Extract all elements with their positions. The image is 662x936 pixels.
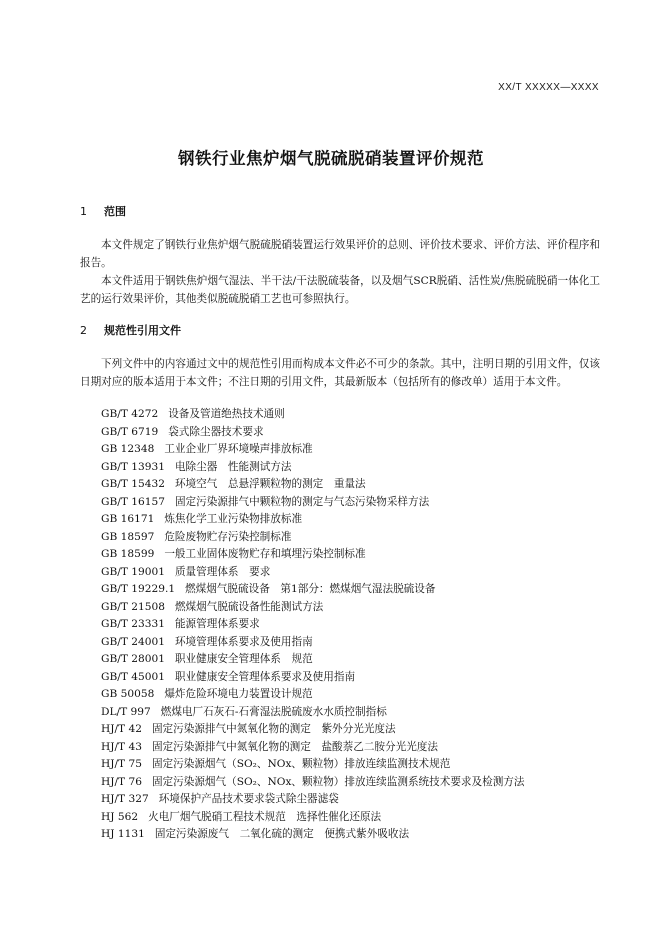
- reference-item: [101, 774, 601, 792]
- reference-code: GB/T 4272: [101, 408, 159, 420]
- reference-code: GB 50058: [101, 688, 155, 700]
- reference-item: [101, 459, 601, 477]
- section-1-heading: [80, 203, 126, 219]
- reference-title: 固定污染源烟气（SO₂、NOx、颗粒物）排放连续监测系统技术要求及检测方法: [151, 775, 525, 788]
- reference-item: [101, 616, 601, 634]
- reference-title: 袋式除尘器技术要求: [168, 425, 264, 438]
- reference-code: GB/T 6719: [101, 425, 159, 438]
- reference-code: GB/T 16157: [101, 495, 165, 508]
- reference-item: [101, 581, 601, 599]
- reference-title: 固定污染源废气 二氧化硫的测定 便携式紫外吸收法: [154, 828, 410, 840]
- section-2-paragraph-1: 下列文件中的内容通过文中的规范性引用而构成本文件必不可少的条款。其中，注明日期的引用文件，仅该日期对应的版本适用于本文件；不注日期的引用文件，其最新版本（包括所有的修改单）适用于本文件。: [80, 358, 600, 388]
- reference-item: [101, 791, 601, 809]
- reference-item: [101, 721, 601, 739]
- reference-item: [101, 686, 601, 704]
- section-2-heading: [80, 322, 181, 338]
- reference-title: 环境空气 总悬浮颗粒物的测定 重量法: [174, 478, 366, 490]
- reference-title: 固定污染源排气中氮氧化物的测定 盐酸萘乙二胺分光光度法: [151, 740, 438, 753]
- reference-title: 火电厂烟气脱硝工程技术规范 选择性催化还原法: [148, 810, 382, 823]
- reference-title: 一般工业固体废物贮存和填埋污染控制标准: [164, 548, 366, 560]
- reference-item: [101, 669, 601, 687]
- reference-item: [101, 529, 601, 547]
- reference-code: GB/T 19001: [101, 565, 165, 578]
- section-number: 1: [80, 205, 87, 218]
- reference-code: GB 18597: [101, 530, 155, 543]
- reference-code: GB/T 24001: [101, 635, 165, 648]
- section-title: 规范性引用文件: [104, 324, 181, 337]
- reference-title: 燃煤烟气脱硫设备 第1部分：燃煤烟气湿法脱硫设备: [185, 583, 436, 595]
- reference-title: 职业健康安全管理体系 规范: [174, 653, 313, 665]
- reference-title: 环境管理体系要求及使用指南: [174, 635, 313, 648]
- reference-title: 燃煤电厂石灰石-石膏湿法脱硫废水水质控制指标: [160, 705, 387, 718]
- reference-code: HJ 1131: [101, 828, 145, 840]
- reference-code: GB/T 45001: [101, 670, 165, 683]
- reference-title: 固定污染源排气中颗粒物的测定与气态污染物采样方法: [174, 495, 430, 508]
- reference-item: [101, 599, 601, 617]
- reference-title: 质量管理体系 要求: [174, 565, 271, 578]
- reference-code: GB 12348: [101, 443, 155, 455]
- reference-title: 燃煤烟气脱硫设备性能测试方法: [174, 600, 324, 613]
- reference-item: [101, 739, 601, 757]
- reference-code: HJ/T 43: [101, 740, 142, 753]
- reference-title: 危险废物贮存污染控制标准: [164, 530, 292, 543]
- reference-item: [101, 756, 601, 774]
- reference-code: HJ/T 75: [101, 758, 142, 770]
- reference-code: DL/T 997: [101, 705, 151, 718]
- reference-code: GB 18599: [101, 548, 155, 560]
- reference-title: 固定污染源烟气（SO₂、NOx、颗粒物）排放连续监测技术规范: [151, 758, 451, 770]
- reference-title: 工业企业厂界环境噪声排放标准: [164, 443, 313, 455]
- reference-item: [101, 424, 601, 442]
- reference-code: GB/T 19229.1: [101, 583, 176, 595]
- reference-item: [101, 546, 601, 564]
- reference-code: HJ 562: [101, 810, 139, 823]
- reference-list: [101, 406, 601, 844]
- reference-item: [101, 826, 601, 844]
- reference-item: [101, 704, 601, 722]
- reference-title: 能源管理体系要求: [174, 618, 260, 630]
- reference-title: 职业健康安全管理体系要求及使用指南: [174, 670, 356, 683]
- reference-title: 设备及管道绝热技术通则: [168, 408, 285, 420]
- reference-code: HJ/T 76: [101, 775, 142, 788]
- reference-item: [101, 651, 601, 669]
- reference-code: GB/T 23331: [101, 618, 165, 630]
- standard-number: XX/T XXXXX—XXXX: [498, 82, 599, 93]
- section-1-paragraph-2: 本文件适用于钢铁焦炉烟气湿法、半干法/干法脱硫装备，以及烟气SCR脱硝、活性炭/焦脱硫脱硝一体化工艺的运行效果评价，其他类似脱硫脱硝工艺也可参照执行。: [80, 275, 600, 305]
- reference-title: 爆炸危险环境电力装置设计规范: [164, 688, 313, 700]
- section-1-paragraph-1: 本文件规定了钢铁行业焦炉烟气脱硫脱硝装置运行效果评价的总则、评价技术要求、评价方法、评价程序和报告。: [80, 239, 600, 269]
- reference-item: [101, 476, 601, 494]
- reference-item: [101, 634, 601, 652]
- reference-code: GB/T 28001: [101, 653, 165, 665]
- reference-item: [101, 564, 601, 582]
- document-title: 钢铁行业焦炉烟气脱硫脱硝装置评价规范: [178, 149, 484, 168]
- reference-title: 电除尘器 性能测试方法: [174, 460, 292, 473]
- section-title: 范围: [104, 205, 126, 218]
- section-number: 2: [80, 324, 87, 337]
- reference-item: [101, 511, 601, 529]
- reference-title: 环境保护产品技术要求袋式除尘器滤袋: [158, 793, 339, 805]
- reference-code: GB/T 15432: [101, 478, 165, 490]
- reference-title: 炼焦化学工业污染物排放标准: [164, 513, 303, 525]
- reference-item: [101, 441, 601, 459]
- reference-code: HJ/T 42: [101, 723, 142, 735]
- reference-title: 固定污染源排气中氮氧化物的测定 紫外分光光度法: [151, 723, 396, 735]
- reference-code: GB 16171: [101, 513, 155, 525]
- reference-item: [101, 494, 601, 512]
- reference-code: HJ/T 327: [101, 793, 149, 805]
- reference-item: [101, 809, 601, 827]
- reference-code: GB/T 13931: [101, 460, 165, 473]
- reference-code: GB/T 21508: [101, 600, 165, 613]
- reference-item: [101, 406, 601, 424]
